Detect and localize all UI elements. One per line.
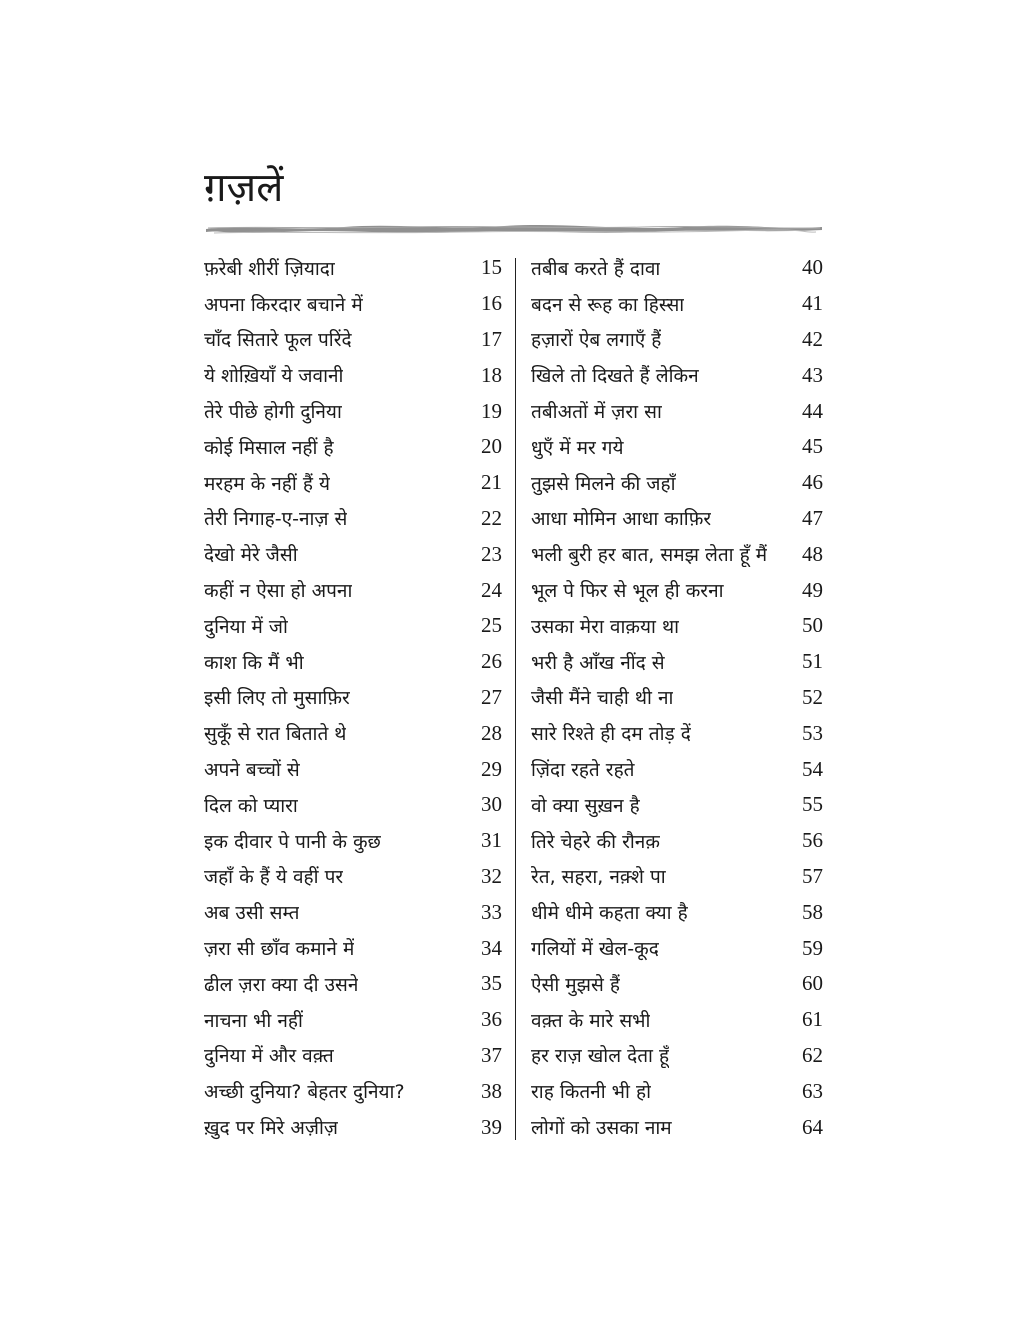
- toc-entry: [204, 536, 502, 572]
- toc-entry-page-number: 33: [481, 899, 502, 924]
- toc-entry: [204, 286, 502, 322]
- toc-entry-title: कोई मिसाल नहीं है: [204, 436, 334, 459]
- toc-entry: [204, 859, 502, 895]
- toc-entry-page-number: 56: [802, 828, 823, 853]
- toc-entry-title: अब उसी सम्त: [204, 902, 300, 925]
- toc-entry-page-number: 63: [802, 1078, 823, 1103]
- toc-entry-title: तिरे चेहरे की रौनक़: [531, 830, 660, 853]
- toc-entry-title: दुनिया में जो: [204, 615, 288, 638]
- toc-entry: [531, 1038, 823, 1074]
- toc-entry: [204, 751, 502, 787]
- toc-entry-page-number: 30: [481, 792, 502, 817]
- toc-entry-page-number: 51: [802, 649, 823, 674]
- toc-entry-page-number: 53: [802, 720, 823, 745]
- toc-entry: [531, 644, 823, 680]
- toc-entry-page-number: 58: [802, 899, 823, 924]
- toc-entry: [204, 322, 502, 358]
- toc-entry-page-number: 19: [481, 398, 502, 423]
- toc-entry-title: जैसी मैंने चाही थी ना: [531, 687, 674, 710]
- toc-entry-title: ढील ज़रा क्या दी उसने: [204, 973, 359, 996]
- toc-entry-title: चाँद सितारे फूल परिंदे: [204, 329, 352, 352]
- toc-entry-page-number: 28: [481, 720, 502, 745]
- toc-entry-title: लोगों को उसका नाम: [531, 1117, 672, 1140]
- toc-entry-page-number: 42: [802, 326, 823, 351]
- toc-entry-page-number: 40: [802, 255, 823, 280]
- toc-entry: [531, 286, 823, 322]
- toc-entry: [531, 859, 823, 895]
- toc-entry: [204, 357, 502, 393]
- toc-entry: [204, 465, 502, 501]
- toc-entry-page-number: 60: [802, 971, 823, 996]
- toc-entry: [531, 429, 823, 465]
- toc-entry-page-number: 59: [802, 935, 823, 960]
- toc-entry: [204, 930, 502, 966]
- toc-entry: [204, 572, 502, 608]
- toc-entry-title: फ़रेबी शीरीं ज़ियादा: [204, 257, 335, 280]
- toc-entry-title: अपना किरदार बचाने में: [204, 293, 363, 316]
- title-underline-brushstroke: [204, 218, 824, 238]
- toc-entry: [531, 680, 823, 716]
- toc-entry-title: अच्छी दुनिया? बेहतर दुनिया?: [204, 1081, 405, 1104]
- toc-entry: [204, 1109, 502, 1145]
- toc-entry: [531, 1109, 823, 1145]
- toc-entry-page-number: 20: [481, 434, 502, 459]
- toc-entry-page-number: 43: [802, 362, 823, 387]
- toc-entry: [531, 393, 823, 429]
- toc-entry-title: हज़ारों ऐब लगाएँ हैं: [531, 329, 662, 352]
- toc-entry-title: तेरे पीछे होगी दुनिया: [204, 401, 342, 424]
- toc-entry: [531, 787, 823, 823]
- toc-right-column: [531, 250, 823, 1145]
- toc-entry-page-number: 41: [802, 291, 823, 316]
- toc-entry-page-number: 32: [481, 863, 502, 888]
- toc-entry: [204, 429, 502, 465]
- toc-entry-page-number: 25: [481, 613, 502, 638]
- toc-entry-title: वो क्या सुख़न है: [531, 794, 640, 817]
- toc-entry: [204, 966, 502, 1002]
- toc-entry-title: हर राज़ खोल देता हूँ: [531, 1045, 670, 1068]
- toc-entry-page-number: 18: [481, 362, 502, 387]
- toc-entry-page-number: 39: [481, 1114, 502, 1139]
- toc-entry: [204, 501, 502, 537]
- toc-entry-page-number: 34: [481, 935, 502, 960]
- toc-entry-page-number: 49: [802, 577, 823, 602]
- toc-entry: [531, 930, 823, 966]
- toc-entry-page-number: 35: [481, 971, 502, 996]
- toc-entry: [531, 894, 823, 930]
- toc-entry: [204, 644, 502, 680]
- toc-entry-page-number: 38: [481, 1078, 502, 1103]
- toc-entry-title: दुनिया में और वक़्त: [204, 1045, 334, 1068]
- toc-entry-page-number: 36: [481, 1007, 502, 1032]
- toc-entry-title: मरहम के नहीं हैं ये: [204, 472, 330, 495]
- toc-entry-title: जहाँ के हैं ये वहीं पर: [204, 866, 344, 889]
- toc-entry-title: काश कि मैं भी: [204, 651, 304, 674]
- toc-entry-title: ज़िंदा रहते रहते: [531, 759, 635, 782]
- toc-entry: [204, 787, 502, 823]
- toc-entry-page-number: 17: [481, 326, 502, 351]
- toc-entry-page-number: 52: [802, 684, 823, 709]
- toc-entry-title: रेत, सहरा, नक़्शे पा: [531, 866, 666, 889]
- toc-entry: [204, 823, 502, 859]
- toc-entry-page-number: 47: [802, 505, 823, 530]
- toc-entry-title: गलियों में खेल-कूद: [531, 938, 659, 961]
- toc-entry-page-number: 23: [481, 541, 502, 566]
- toc-entry-title: भूल पे फिर से भूल ही करना: [531, 580, 724, 603]
- toc-entry-title: भली बुरी हर बात, समझ लेता हूँ मैं: [531, 544, 768, 567]
- toc-entry: [204, 680, 502, 716]
- toc-entry-page-number: 57: [802, 863, 823, 888]
- toc-entry-title: बदन से रूह का हिस्सा: [531, 293, 685, 316]
- toc-entry: [531, 465, 823, 501]
- toc-entry-title: तेरी निगाह-ए-नाज़ से: [204, 508, 348, 531]
- toc-entry: [204, 1073, 502, 1109]
- toc-entry: [531, 823, 823, 859]
- toc-entry-page-number: 54: [802, 756, 823, 781]
- toc-entry-page-number: 50: [802, 613, 823, 638]
- toc-entry-title: भरी है आँख नींद से: [531, 651, 665, 674]
- toc-entry-title: नाचना भी नहीं: [204, 1009, 303, 1032]
- toc-entry-title: ख़ुद पर मिरे अज़ीज़: [204, 1117, 338, 1140]
- toc-entry-title: उसका मेरा वाक़या था: [531, 615, 680, 638]
- toc-entry-page-number: 46: [802, 470, 823, 495]
- toc-entry: [531, 966, 823, 1002]
- toc-entry: [531, 536, 823, 572]
- toc-entry-title: इसी लिए तो मुसाफ़िर: [204, 687, 350, 710]
- toc-entry-page-number: 31: [481, 828, 502, 853]
- toc-entry: [531, 1002, 823, 1038]
- toc-entry-page-number: 22: [481, 505, 502, 530]
- toc-entry-page-number: 24: [481, 577, 502, 602]
- toc-entry-title: सुकूँ से रात बिताते थे: [204, 723, 347, 746]
- toc-entry: [204, 1002, 502, 1038]
- toc-entry-page-number: 45: [802, 434, 823, 459]
- toc-entry-page-number: 15: [481, 255, 502, 280]
- toc-entry: [531, 608, 823, 644]
- toc-entry: [531, 1073, 823, 1109]
- toc-entry-page-number: 44: [802, 398, 823, 423]
- toc-entry: [531, 322, 823, 358]
- toc-entry-page-number: 62: [802, 1042, 823, 1067]
- toc-entry-title: तबीब करते हैं दावा: [531, 257, 661, 280]
- page-title: ग़ज़लें: [204, 165, 284, 211]
- toc-entry-title: देखो मेरे जैसी: [204, 544, 298, 567]
- toc-entry-page-number: 55: [802, 792, 823, 817]
- toc-entry-page-number: 26: [481, 649, 502, 674]
- toc-entry-title: आधा मोमिन आधा काफ़िर: [531, 508, 712, 531]
- toc-entry-title: वक़्त के मारे सभी: [531, 1009, 651, 1032]
- toc-entry-title: अपने बच्चों से: [204, 759, 300, 782]
- toc-entry-title: तुझसे मिलने की जहाँ: [531, 472, 676, 495]
- toc-entry-page-number: 27: [481, 684, 502, 709]
- toc-entry: [204, 393, 502, 429]
- toc-entry-title: इक दीवार पे पानी के कुछ: [204, 830, 381, 853]
- toc-entry-title: तबीअतों में ज़रा सा: [531, 401, 662, 424]
- toc-entry-title: सारे रिश्ते ही दम तोड़ दें: [531, 723, 691, 746]
- toc-entry-title: ऐसी मुझसे हैं: [531, 973, 621, 996]
- toc-entry-page-number: 21: [481, 470, 502, 495]
- toc-entry-title: खिले तो दिखते हैं लेकिन: [531, 365, 699, 388]
- toc-entry: [531, 250, 823, 286]
- toc-entry: [531, 572, 823, 608]
- toc-entry-page-number: 61: [802, 1007, 823, 1032]
- toc-left-column: [204, 250, 502, 1145]
- toc-entry-title: ज़रा सी छाँव कमाने में: [204, 938, 355, 961]
- toc-entry-title: धीमे धीमे कहता क्या है: [531, 902, 688, 925]
- toc-entry: [531, 357, 823, 393]
- toc-entry-page-number: 64: [802, 1114, 823, 1139]
- column-divider: [515, 258, 516, 1140]
- toc-entry: [204, 715, 502, 751]
- toc-entry: [531, 751, 823, 787]
- toc-entry: [204, 608, 502, 644]
- toc-entry: [204, 250, 502, 286]
- toc-entry: [204, 894, 502, 930]
- toc-entry-page-number: 16: [481, 291, 502, 316]
- toc-entry: [531, 501, 823, 537]
- toc-entry-page-number: 37: [481, 1042, 502, 1067]
- toc-entry: [531, 715, 823, 751]
- toc-entry: [204, 1038, 502, 1074]
- toc-entry-title: दिल को प्यारा: [204, 794, 298, 817]
- toc-entry-title: ये शोख़ियाँ ये जवानी: [204, 365, 344, 388]
- toc-entry-page-number: 48: [802, 541, 823, 566]
- toc-entry-title: धुएँ में मर गये: [531, 436, 624, 459]
- toc-entry-title: राह कितनी भी हो: [531, 1081, 651, 1104]
- toc-entry-title: कहीं न ऐसा हो अपना: [204, 580, 353, 603]
- toc-entry-page-number: 29: [481, 756, 502, 781]
